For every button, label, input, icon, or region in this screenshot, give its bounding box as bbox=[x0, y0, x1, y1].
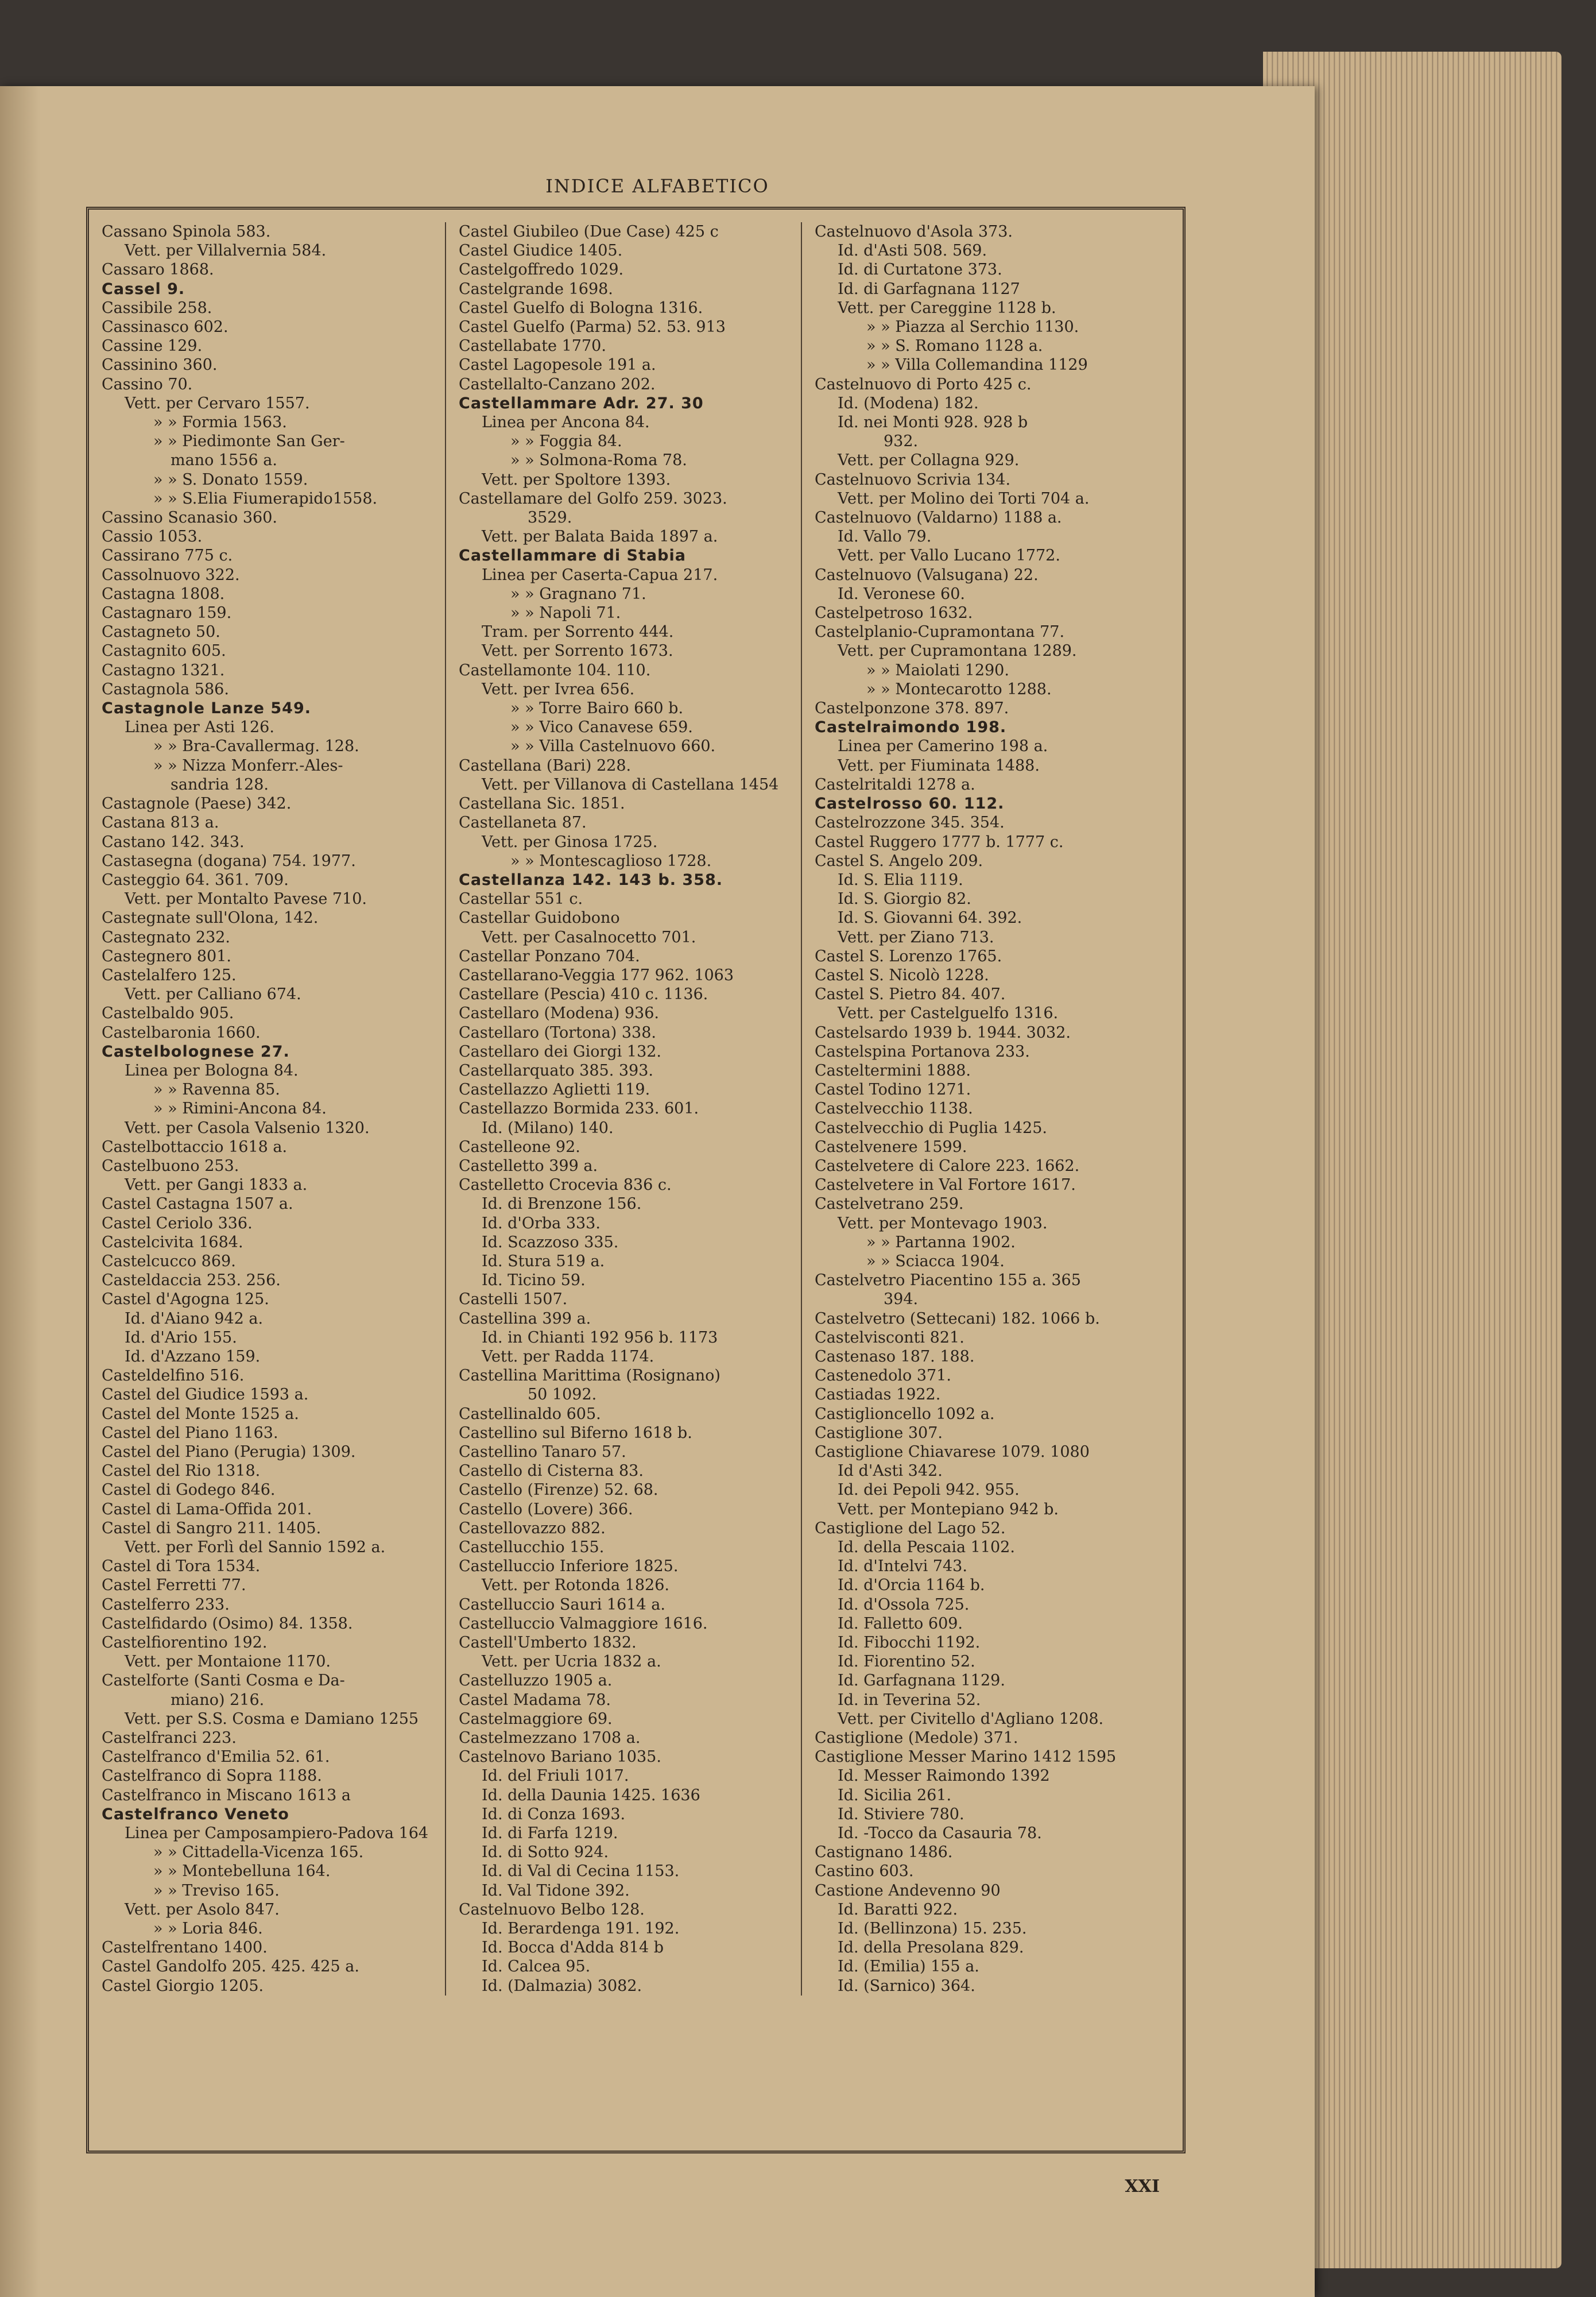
index-entry: Id. di Val di Cecina 1153. bbox=[482, 1862, 680, 1881]
index-entry: Castello di Cisterna 83. bbox=[459, 1462, 644, 1480]
index-entry: » » Gragnano 71. bbox=[510, 585, 646, 603]
index-entry: Id. Stura 519 a. bbox=[482, 1252, 605, 1270]
index-entry: Id. d'Azzano 159. bbox=[125, 1347, 261, 1366]
index-entry: Id. d'Asti 508. 569. bbox=[838, 242, 987, 260]
index-entry: Castel Ceriolo 336. bbox=[102, 1214, 253, 1232]
index-entry: Castelbolognese 27. bbox=[102, 1042, 290, 1061]
index-entry: Castelfranci 223. bbox=[102, 1729, 237, 1747]
index-entry: Castel Madama 78. bbox=[459, 1691, 611, 1709]
index-entry: Id. in Teverina 52. bbox=[838, 1691, 981, 1709]
index-entry: Cassio 1053. bbox=[102, 528, 203, 546]
index-entry: Id. (Modena) 182. bbox=[838, 394, 979, 412]
page-gutter-shadow bbox=[0, 86, 40, 2297]
index-entry: Id. S. Giovanni 64. 392. bbox=[838, 909, 1022, 927]
index-entry: Castel Giorgio 1205. bbox=[102, 1977, 264, 1995]
index-entry: Castelpetroso 1632. bbox=[815, 604, 973, 622]
index-entry: Castiglione 307. bbox=[815, 1424, 943, 1442]
index-entry: Castel Giudice 1405. bbox=[459, 242, 623, 260]
index-entry: Castelspina Portanova 233. bbox=[815, 1042, 1030, 1061]
index-entry: Vett. per Montalto Pavese 710. bbox=[125, 890, 367, 908]
index-entry: Vett. per Asolo 847. bbox=[125, 1900, 280, 1919]
index-entry: Castelplanio-Cupramontana 77. bbox=[815, 623, 1065, 641]
index-entry: Castelluzzo 1905 a. bbox=[459, 1672, 613, 1690]
index-entry: Vett. per Collagna 929. bbox=[838, 451, 1020, 470]
index-entry: Vett. per Cupramontana 1289. bbox=[838, 642, 1077, 660]
index-entry: Castiadas 1922. bbox=[815, 1386, 941, 1404]
index-entry: Castiglione Messer Marino 1412 1595 bbox=[815, 1748, 1117, 1766]
index-entry: Castione Andevenno 90 bbox=[815, 1881, 1001, 1900]
index-entry: Id. di Curtatone 373. bbox=[838, 261, 1002, 279]
index-entry: Castiglione del Lago 52. bbox=[815, 1519, 1006, 1537]
index-entry: Vett. per Molino dei Torti 704 a. bbox=[838, 489, 1090, 508]
index-entry: Castenedolo 371. bbox=[815, 1367, 951, 1385]
index-entry: Id. (Emilia) 155 a. bbox=[838, 1958, 979, 1976]
index-entry: Castelfranco Veneto bbox=[102, 1805, 289, 1823]
index-entry: Castelletto 399 a. bbox=[459, 1157, 598, 1175]
index-entry: Castel Castagna 1507 a. bbox=[102, 1195, 293, 1213]
index-entry: » » S. Donato 1559. bbox=[153, 470, 308, 489]
index-entry: Vett. per Gangi 1833 a. bbox=[125, 1176, 308, 1194]
index-entry: Castel del Giudice 1593 a. bbox=[102, 1386, 309, 1404]
index-entry: Linea per Bologna 84. bbox=[125, 1061, 299, 1080]
index-entry: Castel S. Lorenzo 1765. bbox=[815, 947, 1002, 965]
index-entry: Castagnole Lanze 549. bbox=[102, 699, 311, 718]
index-entry: mano 1556 a. bbox=[171, 451, 277, 470]
index-entry: » » Nizza Monferr.-Ales- bbox=[153, 756, 343, 775]
index-entry: Castel Giubileo (Due Case) 425 c bbox=[459, 223, 719, 241]
index-entry: Linea per Ancona 84. bbox=[482, 413, 650, 432]
index-entry: » » Formia 1563. bbox=[153, 413, 287, 432]
index-entry: Castelmezzano 1708 a. bbox=[459, 1729, 641, 1747]
index-entry: Id. Berardenga 191. 192. bbox=[482, 1920, 680, 1938]
index-entry: Castellabate 1770. bbox=[459, 337, 606, 355]
index-entry: Vett. per Civitello d'Agliano 1208. bbox=[838, 1710, 1104, 1728]
index-entry: Castiglione Chiavarese 1079. 1080 bbox=[815, 1443, 1090, 1461]
index-entry: Id. Vallo 79. bbox=[838, 528, 932, 546]
index-entry: Castellina Marittima (Rosignano) bbox=[459, 1367, 720, 1385]
index-entry: Castagnole (Paese) 342. bbox=[102, 795, 292, 813]
index-entry: Vett. per Casola Valsenio 1320. bbox=[125, 1119, 370, 1137]
index-entry: Cassaro 1868. bbox=[102, 261, 214, 279]
index-entry: 932. bbox=[884, 432, 919, 451]
index-entry: Id. -Tocco da Casauria 78. bbox=[838, 1824, 1042, 1843]
index-entry: Vett. per Sorrento 1673. bbox=[482, 642, 673, 660]
index-entry: Castel del Rio 1318. bbox=[102, 1462, 261, 1480]
index-entry: Castel Ferretti 77. bbox=[102, 1576, 246, 1595]
index-entry: Castelli 1507. bbox=[459, 1290, 568, 1309]
index-entry: Castelvenere 1599. bbox=[815, 1138, 967, 1156]
index-entry: Castelfranco d'Emilia 52. 61. bbox=[102, 1748, 330, 1766]
index-entry: Castelnuovo di Porto 425 c. bbox=[815, 375, 1032, 393]
index-entry: Id d'Asti 342. bbox=[838, 1462, 943, 1480]
book-page bbox=[0, 86, 1315, 2297]
index-entry: Vett. per S.S. Cosma e Damiano 1255 bbox=[125, 1710, 419, 1728]
index-entry: » » Vico Canavese 659. bbox=[510, 718, 693, 737]
index-entry: Castel Guelfo (Parma) 52. 53. 913 bbox=[459, 318, 726, 337]
index-entry: Vett. per Montepiano 942 b. bbox=[838, 1500, 1059, 1518]
index-entry: » » S.Elia Fiumerapido1558. bbox=[153, 489, 378, 508]
index-entry: Id. di Sotto 924. bbox=[482, 1843, 609, 1862]
index-entry: Castellarquato 385. 393. bbox=[459, 1061, 653, 1080]
index-entry: Castenaso 187. 188. bbox=[815, 1347, 975, 1366]
index-entry: Castel Todino 1271. bbox=[815, 1081, 971, 1099]
index-entry: Castelrozzone 345. 354. bbox=[815, 814, 1005, 832]
index-entry: Castiglioncello 1092 a. bbox=[815, 1405, 995, 1423]
index-entry: Castellazzo Bormida 233. 601. bbox=[459, 1100, 699, 1118]
index-entry: Castagnola 586. bbox=[102, 680, 229, 698]
index-entry: Vett. per Villalvernia 584. bbox=[125, 242, 327, 260]
index-entry: Castelfranco in Miscano 1613 a bbox=[102, 1786, 351, 1804]
index-entry: Id. della Presolana 829. bbox=[838, 1939, 1024, 1957]
index-entry: » » S. Romano 1128 a. bbox=[866, 337, 1043, 355]
index-entry: Cassolnuovo 322. bbox=[102, 566, 240, 584]
index-entry: Castelluccio Valmaggiore 1616. bbox=[459, 1614, 708, 1633]
index-entry: Id. Fiorentino 52. bbox=[838, 1653, 975, 1671]
index-entry: Castellarano-Veggia 177 962. 1063 bbox=[459, 966, 734, 984]
index-entry: Castellinaldo 605. bbox=[459, 1405, 601, 1423]
index-entry: » » Cittadella-Vicenza 165. bbox=[153, 1843, 364, 1862]
index-entry: Castellazzo Aglietti 119. bbox=[459, 1081, 650, 1099]
index-entry: Castagnito 605. bbox=[102, 642, 226, 660]
index-entry: 3529. bbox=[528, 509, 572, 527]
index-entry: Id. di Conza 1693. bbox=[482, 1805, 626, 1823]
index-entry: Vett. per Forlì del Sannio 1592 a. bbox=[125, 1538, 386, 1557]
index-entry: Vett. per Radda 1174. bbox=[482, 1347, 654, 1366]
index-entry: Id. Ticino 59. bbox=[482, 1271, 586, 1290]
index-entry: Castelluccio Inferiore 1825. bbox=[459, 1557, 679, 1576]
index-entry: Cassine 129. bbox=[102, 337, 203, 355]
page-header: INDICE ALFABETICO bbox=[545, 175, 769, 197]
index-entry: Castelvecchio di Puglia 1425. bbox=[815, 1119, 1047, 1137]
index-entry: Id. d'Intelvi 743. bbox=[838, 1557, 967, 1576]
index-entry: Castelgoffredo 1029. bbox=[459, 261, 624, 279]
index-entry: Id. Fibocchi 1192. bbox=[838, 1634, 981, 1652]
index-entry: Linea per Camerino 198 a. bbox=[838, 737, 1048, 756]
index-entry: sandria 128. bbox=[171, 775, 269, 794]
index-entry: Vett. per Spoltore 1393. bbox=[482, 470, 671, 489]
index-entry: Castelnuovo (Valdarno) 1188 a. bbox=[815, 509, 1062, 527]
index-entry: Castelrosso 60. 112. bbox=[815, 795, 1005, 813]
index-entry: Id. della Daunia 1425. 1636 bbox=[482, 1786, 700, 1804]
index-entry: Castellaro dei Giorgi 132. bbox=[459, 1042, 662, 1061]
index-entry: Castellar 551 c. bbox=[459, 890, 583, 908]
index-entry: » » Piazza al Serchio 1130. bbox=[866, 318, 1079, 337]
index-entry: Castellaro (Tortona) 338. bbox=[459, 1023, 656, 1042]
index-entry: Id. di Farfa 1219. bbox=[482, 1824, 618, 1843]
index-entry: Castelfrentano 1400. bbox=[102, 1939, 268, 1957]
index-entry: Casteldaccia 253. 256. bbox=[102, 1271, 281, 1290]
index-entry: Castelraimondo 198. bbox=[815, 718, 1007, 737]
index-entry: Id. Stiviere 780. bbox=[838, 1805, 964, 1823]
index-entry: Vett. per Calliano 674. bbox=[125, 985, 301, 1004]
index-entry: Castignano 1486. bbox=[815, 1843, 953, 1862]
index-entry: Id. di Brenzone 156. bbox=[482, 1195, 642, 1213]
index-entry: Castello (Firenze) 52. 68. bbox=[459, 1481, 658, 1499]
index-entry: Vett. per Castelguelfo 1316. bbox=[838, 1004, 1059, 1023]
page-number: XXI bbox=[1125, 2176, 1160, 2197]
index-entry: Casteltermini 1888. bbox=[815, 1061, 971, 1080]
index-entry: Castelvetere in Val Fortore 1617. bbox=[815, 1176, 1076, 1194]
index-column-3 bbox=[801, 222, 1183, 1996]
index-entry: Castelleone 92. bbox=[459, 1138, 580, 1156]
index-entry: Id. (Bellinzona) 15. 235. bbox=[838, 1920, 1027, 1938]
index-entry: » » Partanna 1902. bbox=[866, 1233, 1016, 1251]
index-entry: » » Solmona-Roma 78. bbox=[510, 451, 687, 470]
index-entry: Linea per Camposampiero-Padova 164 bbox=[125, 1824, 429, 1843]
index-entry: Vett. per Montevago 1903. bbox=[838, 1214, 1048, 1232]
index-entry: Castelvecchio 1138. bbox=[815, 1100, 973, 1118]
index-entry: Castelferro 233. bbox=[102, 1595, 230, 1614]
index-entry: Id. Val Tidone 392. bbox=[482, 1881, 630, 1900]
index-entry: Castegnate sull'Olona, 142. bbox=[102, 909, 319, 927]
index-entry: Castel Gandolfo 205. 425. 425 a. bbox=[102, 1958, 359, 1976]
index-entry: Id. (Sarnico) 364. bbox=[838, 1977, 975, 1995]
index-entry: Vett. per Casalnocetto 701. bbox=[482, 928, 696, 946]
index-entry: Castiglione (Medole) 371. bbox=[815, 1729, 1018, 1747]
index-entry: Id. di Garfagnana 1127 bbox=[838, 280, 1020, 298]
index-entry: Castellucchio 155. bbox=[459, 1538, 605, 1557]
index-entry: Vett. per Montaione 1170. bbox=[125, 1653, 331, 1671]
index-entry: Vett. per Careggine 1128 b. bbox=[838, 299, 1056, 317]
index-entry: » » Napoli 71. bbox=[510, 604, 621, 622]
index-entry: Castel del Piano 1163. bbox=[102, 1424, 278, 1442]
index-entry: » » Loria 846. bbox=[153, 1920, 263, 1938]
index-entry: Castelfranco di Sopra 1188. bbox=[102, 1767, 322, 1785]
index-entry: Castelsardo 1939 b. 1944. 3032. bbox=[815, 1023, 1071, 1042]
index-entry: Castel di Lama-Offida 201. bbox=[102, 1500, 312, 1518]
index-entry: Castelcivita 1684. bbox=[102, 1233, 243, 1251]
index-entry: Castel Guelfo di Bologna 1316. bbox=[459, 299, 703, 317]
index-entry: Castagneto 50. bbox=[102, 623, 220, 641]
index-entry: Castelbottaccio 1618 a. bbox=[102, 1138, 288, 1156]
index-entry: Id. nei Monti 928. 928 b bbox=[838, 413, 1028, 432]
index-entry: Castellare (Pescia) 410 c. 1136. bbox=[459, 985, 708, 1004]
index-entry: Castell'Umberto 1832. bbox=[459, 1634, 637, 1652]
index-entry: Vett. per Vallo Lucano 1772. bbox=[838, 547, 1060, 565]
index-entry: Castelritaldi 1278 a. bbox=[815, 775, 975, 794]
index-entry: Vett. per Ginosa 1725. bbox=[482, 833, 658, 851]
index-entry: Cassinasco 602. bbox=[102, 318, 228, 337]
index-entry: Vett. per Fiuminata 1488. bbox=[838, 756, 1040, 775]
index-entry: Castel di Tora 1534. bbox=[102, 1557, 261, 1576]
index-entry: Castelgrande 1698. bbox=[459, 280, 613, 298]
index-entry: Linea per Asti 126. bbox=[125, 718, 274, 737]
index-entry: Id. del Friuli 1017. bbox=[482, 1767, 629, 1785]
index-entry: Id. della Pescaia 1102. bbox=[838, 1538, 1015, 1557]
index-entry: Vett. per Balata Baida 1897 a. bbox=[482, 528, 718, 546]
index-entry: Castano 142. 343. bbox=[102, 833, 245, 851]
index-entry: Id. S. Giorgio 82. bbox=[838, 890, 971, 908]
index-entry: Vett. per Rotonda 1826. bbox=[482, 1576, 669, 1595]
index-entry: Id. d'Orcia 1164 b. bbox=[838, 1576, 985, 1595]
index-entry: Castelvetrano 259. bbox=[815, 1195, 964, 1213]
index-entry: Castellamare del Golfo 259. 3023. bbox=[459, 489, 727, 508]
index-entry: Id. Veronese 60. bbox=[838, 585, 965, 603]
index-entry: Castellino Tanaro 57. bbox=[459, 1443, 626, 1461]
index-entry: Castagno 1321. bbox=[102, 661, 225, 679]
index-entry: Castelbaldo 905. bbox=[102, 1004, 234, 1023]
index-entry: Castel Lagopesole 191 a. bbox=[459, 356, 656, 374]
index-entry: Cassinino 360. bbox=[102, 356, 218, 374]
index-entry: Cassano Spinola 583. bbox=[102, 223, 271, 241]
index-entry: Castel S. Nicolò 1228. bbox=[815, 966, 989, 984]
index-entry: » » Ravenna 85. bbox=[153, 1081, 280, 1099]
index-entry: Castelbaronia 1660. bbox=[102, 1023, 261, 1042]
index-entry: Castel S. Pietro 84. 407. bbox=[815, 985, 1006, 1004]
index-entry: Casteggio 64. 361. 709. bbox=[102, 871, 289, 889]
index-entry: Castellaneta 87. bbox=[459, 814, 587, 832]
index-entry: » » Foggia 84. bbox=[510, 432, 622, 451]
index-entry: Id. d'Orba 333. bbox=[482, 1214, 601, 1232]
index-frame bbox=[86, 207, 1186, 2153]
index-entry: Id. in Chianti 192 956 b. 1173 bbox=[482, 1328, 718, 1347]
index-entry: Casteldelfino 516. bbox=[102, 1367, 245, 1385]
index-entry: Castellina 399 a. bbox=[459, 1309, 591, 1328]
index-entry: Id. d'Ario 155. bbox=[125, 1328, 237, 1347]
index-entry: Cassibile 258. bbox=[102, 299, 212, 317]
index-entry: Castellammare di Stabia bbox=[459, 547, 686, 565]
index-entry: Castello (Lovere) 366. bbox=[459, 1500, 633, 1518]
index-entry: Vett. per Ivrea 656. bbox=[482, 680, 635, 698]
index-entry: Castelmaggiore 69. bbox=[459, 1710, 613, 1728]
index-entry: Castegnato 232. bbox=[102, 928, 231, 946]
index-entry: Linea per Caserta-Capua 217. bbox=[482, 566, 718, 584]
index-entry: » » Montebelluna 164. bbox=[153, 1862, 331, 1881]
index-entry: Castelvisconti 821. bbox=[815, 1328, 964, 1347]
index-entry: Castellovazzo 882. bbox=[459, 1519, 606, 1537]
index-entry: Castelletto Crocevia 836 c. bbox=[459, 1176, 672, 1194]
index-entry: Castelalfero 125. bbox=[102, 966, 237, 984]
index-entry: Castel d'Agogna 125. bbox=[102, 1290, 269, 1309]
index-entry: Id. Falletto 609. bbox=[838, 1614, 963, 1633]
index-entry: Castelcucco 869. bbox=[102, 1252, 236, 1270]
index-entry: Cassino 70. bbox=[102, 375, 193, 393]
index-entry: Castino 603. bbox=[815, 1862, 914, 1881]
index-entry: » » Rimini-Ancona 84. bbox=[153, 1100, 327, 1118]
index-entry: Castelluccio Sauri 1614 a. bbox=[459, 1595, 665, 1614]
index-entry: Castel di Godego 846. bbox=[102, 1481, 276, 1499]
index-entry: Castelbuono 253. bbox=[102, 1157, 239, 1175]
index-entry: Castelforte (Santi Cosma e Da- bbox=[102, 1672, 345, 1690]
index-entry: » » Treviso 165. bbox=[153, 1881, 280, 1900]
index-entry: Castasegna (dogana) 754. 1977. bbox=[102, 852, 356, 870]
index-entry: Id. Scazzoso 335. bbox=[482, 1233, 619, 1251]
index-entry: Castellino sul Biferno 1618 b. bbox=[459, 1424, 692, 1442]
index-entry: Castellanza 142. 143 b. 358. bbox=[459, 871, 723, 889]
index-entry: 50 1092. bbox=[528, 1386, 597, 1404]
index-entry: miano) 216. bbox=[171, 1691, 265, 1709]
index-entry: Castelnuovo Belbo 128. bbox=[459, 1900, 645, 1919]
index-entry: Castel del Monte 1525 a. bbox=[102, 1405, 299, 1423]
index-entry: Tram. per Sorrento 444. bbox=[482, 623, 674, 641]
index-entry: Castelvetro Piacentino 155 a. 365 bbox=[815, 1271, 1081, 1290]
index-entry: Id. Messer Raimondo 1392 bbox=[838, 1767, 1050, 1785]
index-entry: Cassino Scanasio 360. bbox=[102, 509, 277, 527]
index-entry: » » Villa Castelnuovo 660. bbox=[510, 737, 716, 756]
index-entry: Castellamonte 104. 110. bbox=[459, 661, 651, 679]
index-entry: Vett. per Ucria 1832 a. bbox=[482, 1653, 661, 1671]
index-entry: Cassel 9. bbox=[102, 280, 185, 298]
index-entry: Castelnuovo Scrivia 134. bbox=[815, 470, 1011, 489]
index-entry: Castagnaro 159. bbox=[102, 604, 232, 622]
index-entry: Castelfiorentino 192. bbox=[102, 1634, 268, 1652]
index-entry: Castellana Sic. 1851. bbox=[459, 795, 625, 813]
index-entry: Castel Ruggero 1777 b. 1777 c. bbox=[815, 833, 1064, 851]
index-column-2 bbox=[445, 222, 801, 1996]
index-entry: Castellar Guidobono bbox=[459, 909, 620, 927]
index-entry: Castellalto-Canzano 202. bbox=[459, 375, 656, 393]
index-entry: 394. bbox=[884, 1290, 919, 1309]
index-entry: Castegnero 801. bbox=[102, 947, 231, 965]
index-entry: Id. (Milano) 140. bbox=[482, 1119, 614, 1137]
index-entry: » » Montescaglioso 1728. bbox=[510, 852, 712, 870]
index-entry: Id. Sicilia 261. bbox=[838, 1786, 952, 1804]
index-entry: Castellaro (Modena) 936. bbox=[459, 1004, 659, 1023]
index-entry: Castelnuovo d'Asola 373. bbox=[815, 223, 1013, 241]
index-entry: Castana 813 a. bbox=[102, 814, 219, 832]
index-entry: Castel del Piano (Perugia) 1309. bbox=[102, 1443, 356, 1461]
index-entry: Id. d'Aiano 942 a. bbox=[125, 1309, 264, 1328]
index-entry: » » Montecarotto 1288. bbox=[866, 680, 1052, 698]
index-entry: Id. Calcea 95. bbox=[482, 1958, 591, 1976]
index-entry: » » Maiolati 1290. bbox=[866, 661, 1009, 679]
index-entry: » » Piedimonte San Ger- bbox=[153, 432, 345, 451]
index-entry: Castelponzone 378. 897. bbox=[815, 699, 1009, 718]
index-entry: Id. S. Elia 1119. bbox=[838, 871, 963, 889]
index-entry: Id. (Dalmazia) 3082. bbox=[482, 1977, 642, 1995]
index-entry: Castel S. Angelo 209. bbox=[815, 852, 983, 870]
index-entry: Castelnovo Bariano 1035. bbox=[459, 1748, 661, 1766]
index-entry: Castelvetro (Settecani) 182. 1066 b. bbox=[815, 1309, 1100, 1328]
index-entry: Castelfidardo (Osimo) 84. 1358. bbox=[102, 1614, 353, 1633]
index-entry: » » Sciacca 1904. bbox=[866, 1252, 1005, 1270]
index-entry: Id. Garfagnana 1129. bbox=[838, 1672, 1005, 1690]
index-entry: Castellana (Bari) 228. bbox=[459, 756, 632, 775]
index-entry: Castagna 1808. bbox=[102, 585, 225, 603]
index-entry: Id. d'Ossola 725. bbox=[838, 1595, 970, 1614]
index-entry: Castel di Sangro 211. 1405. bbox=[102, 1519, 321, 1537]
index-entry: Castelvetere di Calore 223. 1662. bbox=[815, 1157, 1080, 1175]
index-entry: Cassirano 775 c. bbox=[102, 547, 233, 565]
index-entry: Vett. per Cervaro 1557. bbox=[125, 394, 310, 412]
index-column-1 bbox=[89, 222, 445, 1996]
index-entry: » » Villa Collemandina 1129 bbox=[866, 356, 1088, 374]
index-entry: Castelnuovo (Valsugana) 22. bbox=[815, 566, 1039, 584]
index-entry: Castellammare Adr. 27. 30 bbox=[459, 394, 704, 412]
index-entry: » » Torre Bairo 660 b. bbox=[510, 699, 684, 718]
index-entry: Id. dei Pepoli 942. 955. bbox=[838, 1481, 1020, 1499]
index-entry: Castellar Ponzano 704. bbox=[459, 947, 640, 965]
index-entry: » » Bra-Cavallermag. 128. bbox=[153, 737, 359, 756]
index-entry: Id. Bocca d'Adda 814 b bbox=[482, 1939, 664, 1957]
index-entry: Vett. per Ziano 713. bbox=[838, 928, 994, 946]
index-entry: Vett. per Villanova di Castellana 1454 bbox=[482, 775, 779, 794]
index-entry: Id. Baratti 922. bbox=[838, 1900, 958, 1919]
